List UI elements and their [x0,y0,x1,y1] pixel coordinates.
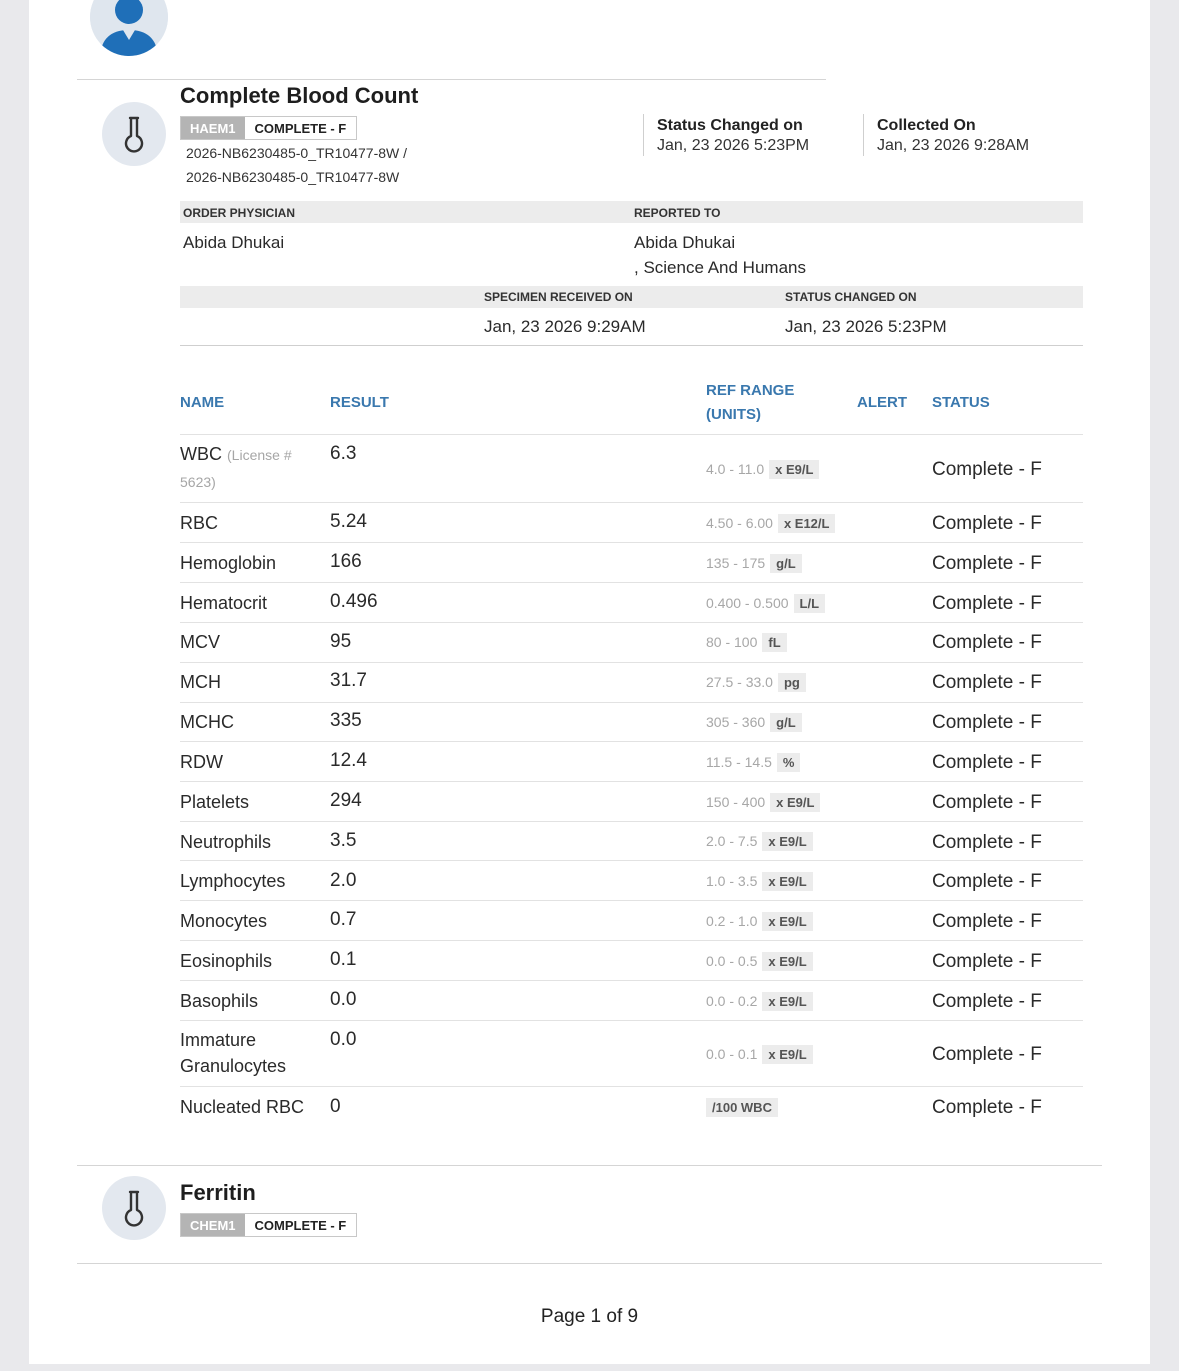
result-name: Lymphocytes [180,871,286,891]
test-divider [77,1165,1102,1166]
row-separator [180,1086,1083,1087]
row-separator [180,662,1083,663]
result-name: Neutrophils [180,832,272,852]
ref-range-cell [706,910,813,932]
bottom-divider [77,1263,1102,1264]
row-separator [180,1020,1083,1021]
unit-badge: g/L [770,554,802,573]
report-page [29,0,1150,1364]
ref-range-cell [706,990,813,1012]
row-separator [180,622,1083,623]
result-name: Monocytes [180,911,268,931]
status-changed-value: Jan, 23 2026 5:23PM [657,137,810,154]
result-status: Complete - F [932,832,1042,853]
reported-to-label: REPORTED TO [634,206,721,220]
unit-badge: x E9/L [762,1045,812,1064]
col-ref-range-line2: (UNITS) [706,406,761,423]
result-name-text: WBC [180,444,222,464]
result-status: Complete - F [932,991,1042,1012]
result-status: Complete - F [932,911,1042,932]
result-value: 31.7 [330,670,367,691]
result-value: 0.7 [330,909,357,930]
result-name [180,441,292,495]
thermometer-icon [119,1189,149,1227]
physician-band [180,201,1083,223]
row-separator [180,940,1083,941]
ref-range-cell [706,711,802,733]
result-status: Complete - F [932,1044,1042,1065]
row-separator [180,980,1083,981]
ref-range: 0.400 - 0.500 [706,595,789,611]
row-separator [180,741,1083,742]
ref-range: 135 - 175 [706,555,766,571]
ref-range-cell [706,631,787,653]
row-separator [180,582,1083,583]
result-name-line2: Granulocytes [180,1056,287,1076]
result-name-line1: Immature [180,1030,257,1050]
result-name: MCV [180,632,220,652]
result-status: Complete - F [932,951,1042,972]
unit-badge: x E9/L [769,460,819,479]
result-status: Complete - F [932,792,1042,813]
unit-badge: x E9/L [762,832,812,851]
result-status: Complete - F [932,752,1042,773]
result-status: Complete - F [932,1097,1042,1118]
unit-badge: x E9/L [770,793,820,812]
ref-range: 2.0 - 7.5 [706,833,758,849]
ref-range: 0.0 - 0.1 [706,1046,758,1062]
accession-line-1: 2026-NB6230485-0_TR10477-8W / [186,145,408,161]
section-divider [180,345,1083,346]
unit-badge: pg [778,673,806,692]
ref-range: 4.50 - 6.00 [706,515,773,531]
ref-range: 1.0 - 3.5 [706,873,758,889]
accession-line-2: 2026-NB6230485-0_TR10477-8W [186,169,400,185]
ref-range: 80 - 100 [706,634,758,650]
result-value: 0 [330,1096,341,1117]
test-code-badge: HAEM1 [181,117,245,139]
license-text-2: 5623) [180,474,216,490]
result-value: 5.24 [330,511,367,532]
result-value: 3.5 [330,830,357,851]
result-status: Complete - F [932,672,1042,693]
collected-label: Collected On [877,117,976,134]
unit-badge: x E9/L [762,912,812,931]
result-status: Complete - F [932,593,1042,614]
row-separator [180,821,1083,822]
row-separator [180,542,1083,543]
ref-range: 0.2 - 1.0 [706,913,758,929]
result-value: 0.0 [330,989,357,1010]
ref-range-cell [706,512,835,534]
ref-range-cell [706,791,820,813]
result-value: 166 [330,551,362,572]
unit-badge: x E9/L [762,872,812,891]
ref-range: 305 - 360 [706,714,766,730]
ref-range: 27.5 - 33.0 [706,674,773,690]
license-text: (License # [227,447,292,463]
status-changed-on: Jan, 23 2026 5:23PM [785,317,947,336]
test-badges [180,1213,357,1237]
ref-range-cell [706,1043,813,1065]
ref-range-cell [706,592,825,614]
row-separator [180,702,1083,703]
status-changed-on-label: STATUS CHANGED ON [785,290,917,304]
test-tube-icon-wrap [102,102,166,166]
specimen-received-label: SPECIMEN RECEIVED ON [484,290,633,304]
order-physician: Abida Dhukai [183,233,285,252]
test-status-badge: COMPLETE - F [245,117,357,139]
result-value: 0.496 [330,591,378,612]
status-changed-label: Status Changed on [657,117,803,134]
meta-separator [643,114,644,156]
reported-to-org: , Science And Humans [634,258,806,277]
col-ref-range-line1: REF RANGE [706,382,795,399]
test-tube-icon-wrap [102,1176,166,1240]
unit-badge: x E9/L [762,992,812,1011]
col-ref-range [706,379,794,427]
result-name: MCH [180,672,221,692]
result-name: Eosinophils [180,951,273,971]
result-name: Platelets [180,792,250,812]
result-status: Complete - F [932,513,1042,534]
result-status: Complete - F [932,712,1042,733]
test-title: Ferritin [180,1180,256,1205]
ref-range-cell [706,458,819,480]
ref-range-cell [706,671,806,693]
patient-avatar [90,0,168,56]
result-status: Complete - F [932,553,1042,574]
result-name: Basophils [180,991,259,1011]
unit-badge: /100 WBC [706,1098,778,1117]
page-indicator: Page 1 of 9 [540,1306,639,1327]
result-value: 2.0 [330,870,357,891]
top-divider [77,79,826,80]
ref-range: 11.5 - 14.5 [706,754,772,770]
result-name: MCHC [180,712,234,732]
result-name: Nucleated RBC [180,1097,305,1117]
result-value: 6.3 [330,443,357,464]
ref-range: 0.0 - 0.5 [706,953,758,969]
result-status: Complete - F [932,871,1042,892]
ref-range-cell [706,950,813,972]
ref-range: 4.0 - 11.0 [706,461,765,477]
header-separator [180,434,1083,435]
result-value: 0.1 [330,949,357,970]
test-status-badge: COMPLETE - F [245,1214,357,1236]
unit-badge: fL [762,633,786,652]
col-result: RESULT [330,394,389,411]
test-badges [180,116,357,140]
ref-range-cell [706,830,813,852]
thermometer-icon [119,115,149,153]
result-status: Complete - F [932,459,1042,480]
test-title: Complete Blood Count [180,83,419,108]
result-value: 335 [330,710,362,731]
unit-badge: x E12/L [778,514,836,533]
person-icon [90,0,168,56]
ref-range: 150 - 400 [706,794,766,810]
col-alert: ALERT [857,394,907,411]
test-code-badge: CHEM1 [181,1214,245,1236]
accession-number [186,141,407,189]
ref-range: 0.0 - 0.2 [706,993,758,1009]
result-name [180,1027,286,1079]
result-name: Hemoglobin [180,553,277,573]
result-name: RDW [180,752,223,772]
result-value: 0.0 [330,1029,357,1050]
meta-separator [863,114,864,156]
col-name: NAME [180,394,225,411]
ref-range-cell [706,870,813,892]
row-separator [180,900,1083,901]
order-physician-label: ORDER PHYSICIAN [183,206,296,220]
reported-to: Abida Dhukai [634,233,736,252]
unit-badge: L/L [794,594,826,613]
result-value: 294 [330,790,362,811]
unit-badge: % [777,753,801,772]
unit-badge: g/L [770,713,802,732]
specimen-received: Jan, 23 2026 9:29AM [484,317,646,336]
row-separator [180,860,1083,861]
result-name: Hematocrit [180,593,268,613]
result-value: 12.4 [330,750,367,771]
col-status: STATUS [932,394,990,411]
ref-range-cell [706,751,800,773]
ref-range-cell [706,1096,778,1118]
result-status: Complete - F [932,632,1042,653]
collected-value: Jan, 23 2026 9:28AM [877,137,1030,154]
result-value: 95 [330,631,352,652]
ref-range-cell [706,552,802,574]
row-separator [180,781,1083,782]
unit-badge: x E9/L [762,952,812,971]
result-name: RBC [180,513,219,533]
row-separator [180,502,1083,503]
